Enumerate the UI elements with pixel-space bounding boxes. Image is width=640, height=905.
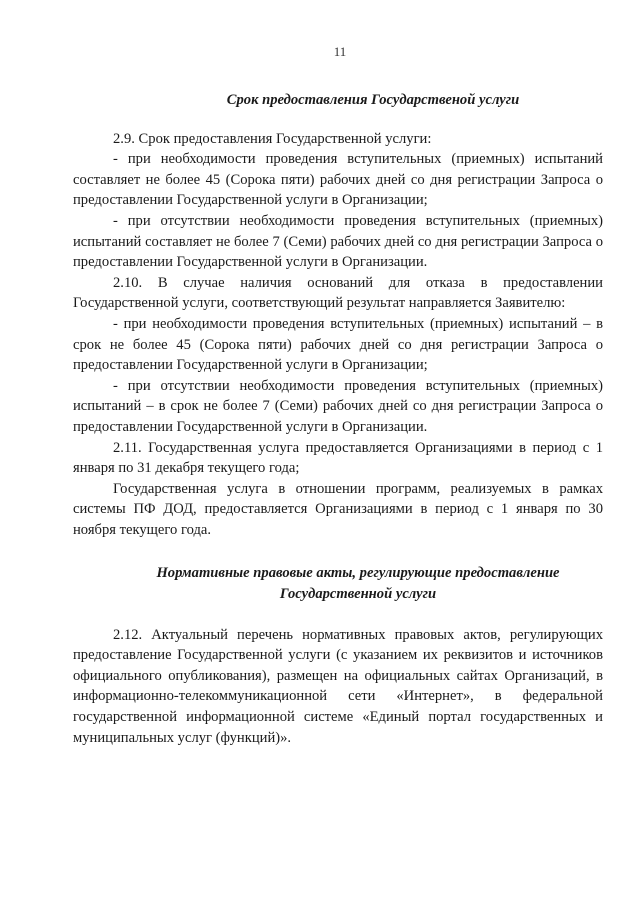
section-heading: Нормативные правовые акты, регулирующие предоставление Государственной услуги bbox=[156, 565, 560, 603]
paragraph: Государственная услуга в отношении программ, реализуемых в рамках системы ПФ ДОД, предоставляется Организациями в период с 1 января по 30 ноября текущего года. bbox=[73, 480, 603, 538]
document-body bbox=[73, 84, 603, 748]
paragraph: 2.10. В случае наличия оснований для отказа в предоставлении Государственной услуги, соответствующий результат направляется Заявителю: bbox=[73, 274, 603, 312]
paragraph: - при отсутствии необходимости проведения вступительных (приемных) испытаний – в срок не более 7 (Семи) рабочих дней со дня регистрации Запроса о предоставлении Государственной услуги в Организации. bbox=[73, 377, 603, 435]
paragraph: - при необходимости проведения вступительных (приемных) испытаний – в срок не более 45 (Сорока пяти) рабочих дней со дня регистрации Запроса о предоставлении Государственной услуги в Организации; bbox=[73, 315, 603, 374]
page-number: 11 bbox=[333, 44, 347, 59]
paragraph: 2.11. Государственная услуга предоставляется Организациями в период с 1 января по 31 декабря текущего года; bbox=[73, 439, 603, 477]
paragraph: 2.12. Актуальный перечень нормативных правовых актов, регулирующих предоставление Государственной услуги (с указанием их реквизитов и источников официального опубликования), размещен на официальных сайтах Организаций, в информационно-телекоммуникационной сети «Интернет», в федеральной государственной информационной системе «Единый портал государственных и муниципальных услуг (функций)». bbox=[73, 626, 603, 746]
section-service-term bbox=[73, 90, 603, 540]
paragraph: 2.9. Срок предоставления Государственной услуги: bbox=[113, 130, 432, 147]
paragraph: - при необходимости проведения вступительных (приемных) испытаний составляет не более 45 (Сорока пяти) рабочих дней со дня регистрации Запроса о предоставлении Государственной услуги в Организации; bbox=[73, 151, 603, 209]
section-heading: Срок предоставления Государственой услуги bbox=[226, 92, 520, 108]
paragraph: - при отсутствии необходимости проведения вступительных (приемных) испытаний составляет не более 7 (Семи) рабочих дней со дня регистрации Запроса о предоставлении Государственной услуги в Организации. bbox=[73, 212, 603, 271]
section-legal-acts bbox=[73, 563, 603, 748]
